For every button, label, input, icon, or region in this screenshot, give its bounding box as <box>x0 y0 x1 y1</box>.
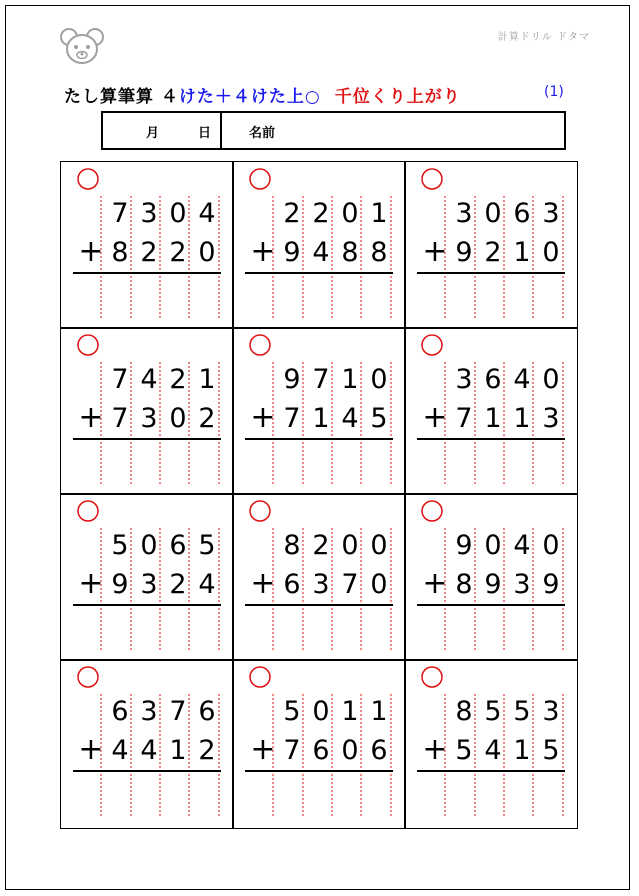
check-circle-icon <box>250 169 270 189</box>
addend-top-digit: 3 <box>542 198 560 229</box>
addend-bottom-digit: 0 <box>542 237 560 268</box>
addend-top-digit: 0 <box>341 198 359 229</box>
check-circle-icon <box>78 501 98 521</box>
name-box-divider <box>220 113 222 148</box>
addend-top-digit: 6 <box>198 696 216 727</box>
plus-sign: + <box>250 234 276 269</box>
problem-cell <box>61 162 233 328</box>
addend-bottom-digit: 6 <box>370 735 388 766</box>
plus-sign: + <box>422 400 448 435</box>
addend-bottom-digit: 1 <box>169 735 187 766</box>
addend-bottom-digit: 5 <box>455 735 473 766</box>
problem-cell <box>405 494 577 660</box>
addend-top-digit: 5 <box>111 530 129 561</box>
addend-bottom-digit: 2 <box>140 237 158 268</box>
plus-sign: + <box>78 234 104 269</box>
addend-bottom-digit: 4 <box>198 569 216 600</box>
addend-top-digit: 1 <box>370 696 388 727</box>
addend-bottom-digit: 2 <box>169 569 187 600</box>
addend-bottom-digit: 4 <box>341 403 359 434</box>
problem-cell <box>61 660 233 826</box>
addend-top-digit: 8 <box>455 696 473 727</box>
addend-top-digit: 0 <box>484 198 502 229</box>
addend-top-digit: 4 <box>513 530 531 561</box>
addend-bottom-digit: 3 <box>542 403 560 434</box>
addend-bottom-digit: 9 <box>455 237 473 268</box>
addend-top-digit: 9 <box>283 364 301 395</box>
plus-sign: + <box>422 732 448 767</box>
addend-bottom-digit: 2 <box>198 735 216 766</box>
addend-top-digit: 7 <box>111 198 129 229</box>
plus-sign: + <box>422 234 448 269</box>
addend-top-digit: 8 <box>283 530 301 561</box>
problem-cell <box>405 328 577 494</box>
day-label: 日 <box>198 126 212 141</box>
addend-bottom-digit: 3 <box>312 569 330 600</box>
plus-sign: + <box>78 400 104 435</box>
problem-cell <box>61 494 233 660</box>
addend-top-digit: 3 <box>455 364 473 395</box>
addend-bottom-digit: 7 <box>341 569 359 600</box>
brand-label: 計算ドリル ドタマ <box>497 32 590 43</box>
addend-top-digit: 1 <box>198 364 216 395</box>
addend-top-digit: 5 <box>513 696 531 727</box>
problem-cell <box>233 494 405 660</box>
addend-top-digit: 7 <box>111 364 129 395</box>
check-circle-icon <box>78 169 98 189</box>
check-circle-icon <box>250 501 270 521</box>
addend-top-digit: 4 <box>198 198 216 229</box>
addend-bottom-digit: 8 <box>111 237 129 268</box>
addend-bottom-digit: 1 <box>312 403 330 434</box>
problem-cell <box>233 660 405 826</box>
addend-bottom-digit: 2 <box>169 237 187 268</box>
addend-bottom-digit: 2 <box>484 237 502 268</box>
plus-sign: + <box>250 566 276 601</box>
addend-bottom-digit: 5 <box>370 403 388 434</box>
addend-bottom-digit: 1 <box>513 735 531 766</box>
addend-top-digit: 1 <box>341 696 359 727</box>
problem-grid <box>60 161 578 829</box>
addend-bottom-digit: 9 <box>484 569 502 600</box>
addend-top-digit: 6 <box>513 198 531 229</box>
addend-top-digit: 3 <box>542 696 560 727</box>
addend-top-digit: 0 <box>341 530 359 561</box>
check-circle-icon <box>422 335 442 355</box>
title-part-2: けた＋４けた上○ <box>178 87 321 107</box>
addend-top-digit: 0 <box>484 530 502 561</box>
addend-bottom-digit: 3 <box>513 569 531 600</box>
check-circle-icon <box>422 169 442 189</box>
check-circle-icon <box>78 335 98 355</box>
addend-top-digit: 0 <box>370 530 388 561</box>
addend-top-digit: 3 <box>455 198 473 229</box>
addend-bottom-digit: 1 <box>513 403 531 434</box>
addend-top-digit: 0 <box>312 696 330 727</box>
addend-bottom-digit: 3 <box>140 403 158 434</box>
addend-top-digit: 0 <box>370 364 388 395</box>
addend-top-digit: 0 <box>169 198 187 229</box>
plus-sign: + <box>422 566 448 601</box>
addend-bottom-digit: 4 <box>140 735 158 766</box>
addend-bottom-digit: 0 <box>341 735 359 766</box>
addend-bottom-digit: 8 <box>455 569 473 600</box>
problem-cell <box>405 162 577 328</box>
addend-bottom-digit: 9 <box>111 569 129 600</box>
title-part-1: たし算筆算 ４ <box>64 87 179 107</box>
addend-top-digit: 6 <box>111 696 129 727</box>
addend-top-digit: 0 <box>542 530 560 561</box>
check-circle-icon <box>250 667 270 687</box>
addend-top-digit: 7 <box>169 696 187 727</box>
addend-bottom-digit: 5 <box>542 735 560 766</box>
addend-top-digit: 3 <box>140 696 158 727</box>
addend-top-digit: 2 <box>283 198 301 229</box>
addend-bottom-digit: 8 <box>341 237 359 268</box>
addend-bottom-digit: 2 <box>198 403 216 434</box>
addend-bottom-digit: 3 <box>140 569 158 600</box>
addend-top-digit: 5 <box>198 530 216 561</box>
problem-cell <box>233 162 405 328</box>
addend-bottom-digit: 7 <box>455 403 473 434</box>
problem-cell <box>61 328 233 494</box>
addend-top-digit: 1 <box>341 364 359 395</box>
addend-bottom-digit: 4 <box>111 735 129 766</box>
addend-top-digit: 9 <box>455 530 473 561</box>
addend-top-digit: 7 <box>312 364 330 395</box>
plus-sign: + <box>78 566 104 601</box>
addend-top-digit: 2 <box>169 364 187 395</box>
addend-bottom-digit: 1 <box>513 237 531 268</box>
problem-cell <box>233 328 405 494</box>
plus-sign: + <box>250 732 276 767</box>
check-circle-icon <box>422 501 442 521</box>
addend-top-digit: 2 <box>312 530 330 561</box>
addend-bottom-digit: 1 <box>484 403 502 434</box>
addend-top-digit: 5 <box>484 696 502 727</box>
addend-bottom-digit: 6 <box>283 569 301 600</box>
problem-cell <box>405 660 577 826</box>
addend-bottom-digit: 0 <box>370 569 388 600</box>
addend-bottom-digit: 9 <box>542 569 560 600</box>
check-circle-icon <box>78 667 98 687</box>
addend-top-digit: 0 <box>542 364 560 395</box>
name-label: 名前 <box>249 126 276 141</box>
addend-bottom-digit: 7 <box>111 403 129 434</box>
addend-bottom-digit: 7 <box>283 735 301 766</box>
page-title <box>64 82 461 107</box>
addend-top-digit: 0 <box>140 530 158 561</box>
addend-top-digit: 3 <box>140 198 158 229</box>
addend-bottom-digit: 9 <box>283 237 301 268</box>
addend-bottom-digit: 6 <box>312 735 330 766</box>
addend-top-digit: 6 <box>169 530 187 561</box>
addend-bottom-digit: 4 <box>312 237 330 268</box>
addend-top-digit: 5 <box>283 696 301 727</box>
addend-bottom-digit: 0 <box>169 403 187 434</box>
addend-bottom-digit: 0 <box>198 237 216 268</box>
addend-top-digit: 4 <box>513 364 531 395</box>
title-part-3: 千位くり上がり <box>334 87 461 107</box>
addend-top-digit: 4 <box>140 364 158 395</box>
bear-logo-icon <box>58 26 106 66</box>
plus-sign: + <box>78 732 104 767</box>
check-circle-icon <box>250 335 270 355</box>
plus-sign: + <box>250 400 276 435</box>
addend-top-digit: 2 <box>312 198 330 229</box>
month-label: 月 <box>146 126 160 141</box>
check-circle-icon <box>422 667 442 687</box>
sheet-number: (1) <box>544 84 564 100</box>
addend-bottom-digit: 4 <box>484 735 502 766</box>
addend-top-digit: 1 <box>370 198 388 229</box>
addend-bottom-digit: 7 <box>283 403 301 434</box>
addend-bottom-digit: 8 <box>370 237 388 268</box>
name-box <box>101 111 566 150</box>
addend-top-digit: 6 <box>484 364 502 395</box>
